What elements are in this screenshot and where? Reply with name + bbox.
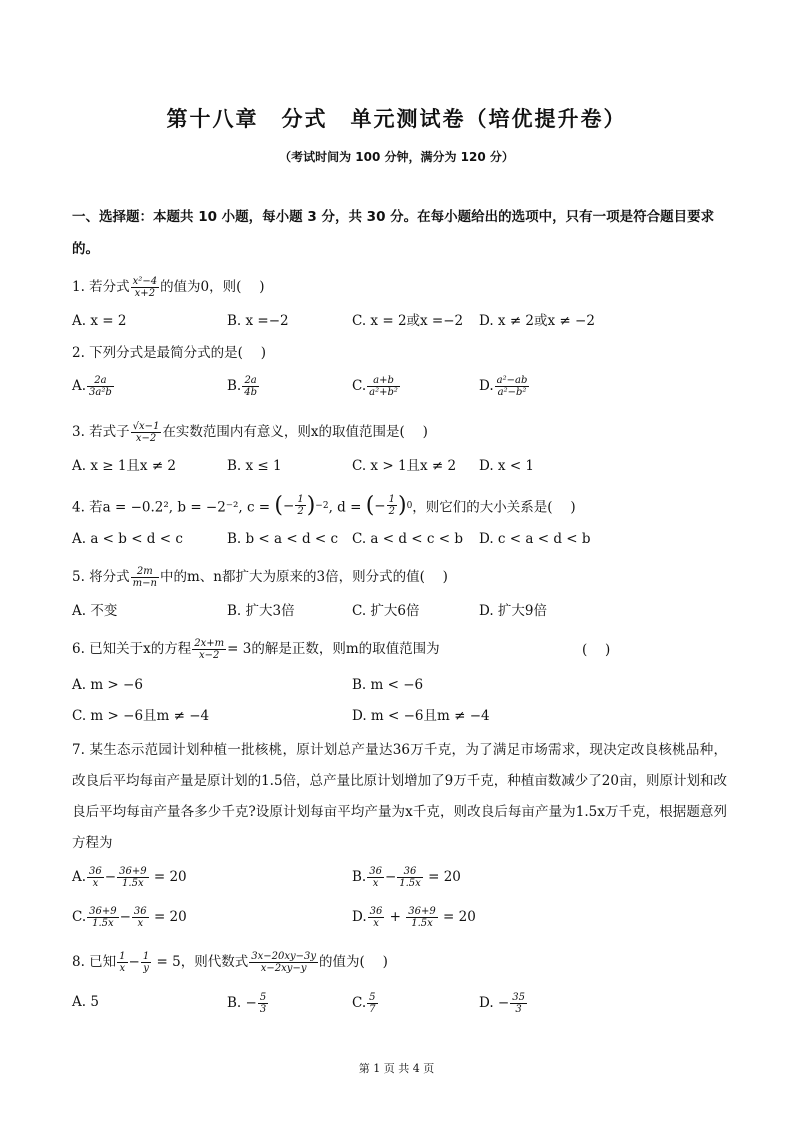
q1-option-d: D. x ≠ 2或x ≠ −2 (479, 313, 595, 329)
question-2: 2. 下列分式是最简分式的是( ) (72, 345, 266, 361)
q1-option-a: A. x = 2 (72, 313, 127, 329)
q4-option-d: D. c < a < d < b (479, 531, 591, 547)
q4-option-a: A. a < b < d < c (72, 531, 183, 547)
fraction: $\frac{\text{x²−4}}{x+2}$ (132, 276, 158, 299)
q3-option-a: A. x ≥ 1且x ≠ 2 (72, 458, 177, 474)
q2-option-a: A. $\frac{2a}{\text{3a²b}}$ (72, 375, 112, 398)
q7-option-d: D. $\frac{36}{x}$ + $\frac{36+9}{1.5x}$ = 20 (352, 906, 476, 929)
q4-option-b: B. b < a < d < c (227, 531, 339, 547)
q8-option-a: A. 5 (72, 994, 99, 1010)
q2-option-b: B. $\frac{2a}{4b}$ (227, 375, 257, 398)
q1-option-c: C. x = 2或x =−2 (352, 313, 464, 329)
q5-option-b: B. 扩大3倍 (227, 603, 295, 619)
q4-option-c: C. a < d < c < b (352, 531, 464, 547)
q3-option-d: D. x < 1 (479, 458, 535, 474)
page-footer: 第 1 页 共 4 页 (358, 1062, 435, 1075)
question-3: 3. 若式子 $\frac{√x-1}{x-2}$ 在实数范围内有意义，则x的取值范围是( ) (72, 421, 428, 444)
q1-option-b: B. x =−2 (227, 313, 289, 329)
question-6: 6. 已知关于x的方程 $\frac{2x+m}{x-2}$ = 3的解是正数，则m的取值范围为 (72, 638, 440, 661)
question-8: 8. 已知 $\frac{1}{x}$ − $\frac{1}{y}$ = 5，则代数式 $\frac{3x-20xy-3y}{x-2xy-y}$ 的值为( ) (72, 951, 388, 974)
q2-option-d: D. $\frac{\text{a²−ab}}{\text{a²−b²}}$ (479, 375, 528, 398)
exam-info: （考试时间为 100 分钟，满分为 120 分） (279, 150, 514, 164)
question-1: 1. 若分式 $\frac{\text{x²−4}}{x+2}$ 的值为0，则( ) (72, 276, 265, 299)
page-title: 第十八章 分式 单元测试卷（培优提升卷） (166, 107, 627, 131)
question-7: 7. 某生态示范园计划种植一批核桃，原计划总产量达36万千克，为了满足市场需求，现决定改良核桃品种，改良后平均每亩产量是原计划的1.5倍，总产量比原计划增加了9万千克，种植亩数减少了20亩，则原计划和改良后平均每亩产量各多少千克?设原计划每亩平均产量为x千克，则改良后每亩产量为1.5x万千克，根据题意列方程为 (72, 742, 727, 851)
q6-option-d: D. m < −6且m ≠ −4 (352, 708, 490, 724)
q6-option-c: C. m > −6且m ≠ −4 (72, 708, 210, 724)
q7-option-a: A. $\frac{36}{x}$ − $\frac{36+9}{1.5x}$ = 20 (72, 866, 187, 889)
q6-option-a: A. m > −6 (72, 677, 143, 693)
q8-option-c: C. $\frac{5}{7}$ (352, 992, 376, 1015)
q5-option-c: C. 扩大6倍 (352, 603, 420, 619)
q5-option-a: A. 不变 (72, 603, 118, 619)
q7-option-b: B. $\frac{36}{x}$ − $\frac{36}{1.5x}$ = 20 (352, 866, 461, 889)
q6-option-b: B. m < −6 (352, 677, 424, 693)
q8-option-d: D. − $\frac{35}{3}$ (479, 992, 525, 1015)
q2-option-c: C. $\frac{a+b}{\text{a²+b²}}$ (352, 375, 398, 398)
question-4: 4. 若a = −0.2², b = −2⁻², c = ( − $\frac{1}{2}$ ) −2 , d = ( − $\frac{1}{2}$ ) 0 ，则它们的大小关系是( ) (72, 492, 576, 518)
q8-option-b: B. − $\frac{5}{3}$ (227, 992, 267, 1015)
section-heading: 一、选择题：本题共 10 小题，每小题 3 分，共 30 分。在每小题给出的选项中，只有一项是符合题目要求的。 (72, 209, 715, 257)
q5-option-d: D. 扩大9倍 (479, 603, 548, 619)
question-5: 5. 将分式 $\frac{2m}{m-n}$ 中的m、n都扩大为原来的3倍，则分式的值( ) (72, 566, 448, 589)
q6-answer-paren: ( ) (582, 642, 611, 658)
q7-option-c: C. $\frac{36+9}{1.5x}$ − $\frac{36}{x}$ = 20 (72, 906, 187, 929)
q3-option-c: C. x > 1且x ≠ 2 (352, 458, 457, 474)
q3-option-b: B. x ≤ 1 (227, 458, 282, 474)
